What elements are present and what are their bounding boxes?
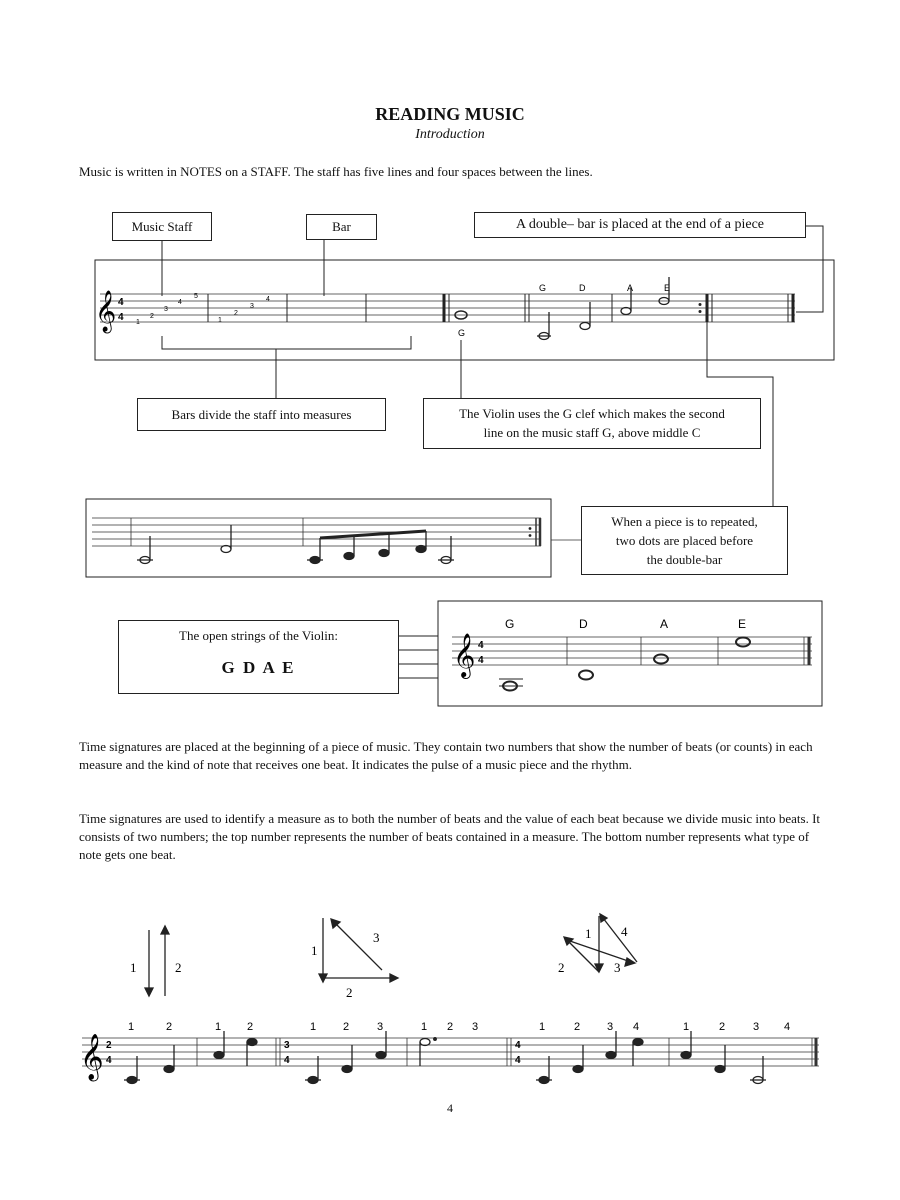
paragraph: Time signatures are used to identify a measure as to both the number of beats and the value of each beat because we divide music into beats. It consists of two numbers; the top number represents the number of beats contained in a measure. The bottom number represents what type of note gets one beat. [79,811,821,862]
line-number: 3 [164,306,168,313]
open-strings-notes: G D A E [221,658,296,677]
time-sig-top: 4 [515,1040,521,1051]
count-number: 4 [633,1021,640,1033]
space-number: 4 [266,296,270,303]
beat-count: 2 [558,960,565,975]
staff3-time-top: 4 [478,640,484,651]
time-sig-bottom: 4 [515,1055,521,1066]
count-number: 2 [343,1021,350,1033]
line-number: 5 [194,293,198,300]
staff1-time-top: 4 [118,297,124,308]
treble-clef-icon: 𝄞 [95,291,117,331]
string-letter: G [505,617,515,631]
count-number: 3 [472,1021,479,1033]
page-number: 4 [447,1101,453,1115]
time-sig-bottom: 4 [284,1055,290,1066]
string-letter: E [738,617,747,631]
repeat-label-line: two dots are placed before [615,533,754,548]
space-number: 2 [234,310,238,317]
repeat-label-line: When a piece is to repeated, [611,514,758,529]
bar-label: Bar [306,214,377,240]
time-sig-top: 2 [106,1040,112,1051]
count-number: 2 [166,1021,173,1033]
beat-count: 2 [175,960,182,975]
open-strings-title: The open strings of the Violin: [179,628,338,643]
beat-count: 1 [311,943,318,958]
open-strings-box [118,620,399,694]
page-title: READING MUSIC [375,104,525,124]
string-letter: A [660,617,669,631]
count-number: 1 [310,1021,317,1033]
count-number: 3 [377,1021,384,1033]
time-sig-bottom: 4 [106,1055,112,1066]
staff3-time-bottom: 4 [478,655,484,666]
string-letter: D [579,283,586,293]
count-number: 2 [719,1021,726,1033]
g-clef-label-line: line on the music staff G, above middle C [483,425,701,440]
beat-count: 1 [130,960,137,975]
g-note-label: G [458,328,466,338]
count-number: 4 [784,1021,791,1033]
beat-count: 3 [373,930,380,945]
line-number: 1 [136,319,140,326]
string-letter: E [664,283,671,293]
count-number: 1 [421,1021,428,1033]
beat-count: 1 [585,926,592,941]
staff1-lines [100,294,795,322]
line-number: 4 [178,299,182,306]
string-letter: D [579,617,588,631]
count-number: 2 [247,1021,254,1033]
count-number: 1 [128,1021,135,1033]
beat-count: 4 [621,924,628,939]
staff1-frame [95,260,834,360]
intro-text: Music is written in NOTES on a STAFF. The staff has five lines and four spaces between the lines. [79,164,593,179]
g-clef-label-line: The Violin uses the G clef which makes the second [459,406,725,421]
count-number: 2 [447,1021,454,1033]
space-number: 1 [218,317,222,324]
staff3-frame [438,601,822,706]
count-number: 3 [607,1021,614,1033]
count-number: 3 [753,1021,760,1033]
g-clef-label [423,398,761,449]
staff1-time-bottom: 4 [118,312,124,323]
count-number: 2 [574,1021,581,1033]
repeat-label [581,506,788,575]
staff2-frame [86,499,551,577]
space-number: 3 [250,303,254,310]
time-sig-top: 3 [284,1040,290,1051]
beat-count: 2 [346,985,353,1000]
string-letter: G [539,283,547,293]
music-staff-label: Music Staff [112,212,212,241]
count-number: 1 [683,1021,690,1033]
repeat-label-line: the double-bar [646,552,723,567]
double-bar-label: A double– bar is placed at the end of a piece [474,212,806,238]
line-number: 2 [150,313,154,320]
paragraph: Time signatures are placed at the beginning of a piece of music. They contain two numbers that show the number of beats (or counts) in each measure and the kind of note that receives one beat. It indicates the pulse of a music piece and the rhythm. [79,739,813,772]
treble-clef-icon: 𝄞 [80,1034,104,1079]
count-number: 1 [539,1021,546,1033]
treble-clef-icon: 𝄞 [453,635,476,677]
page-subtitle: Introduction [415,127,485,142]
count-number: 1 [215,1021,222,1033]
bars-divide-label: Bars divide the staff into measures [137,398,386,431]
beat-count: 3 [614,960,621,975]
string-letter: A [627,283,634,293]
